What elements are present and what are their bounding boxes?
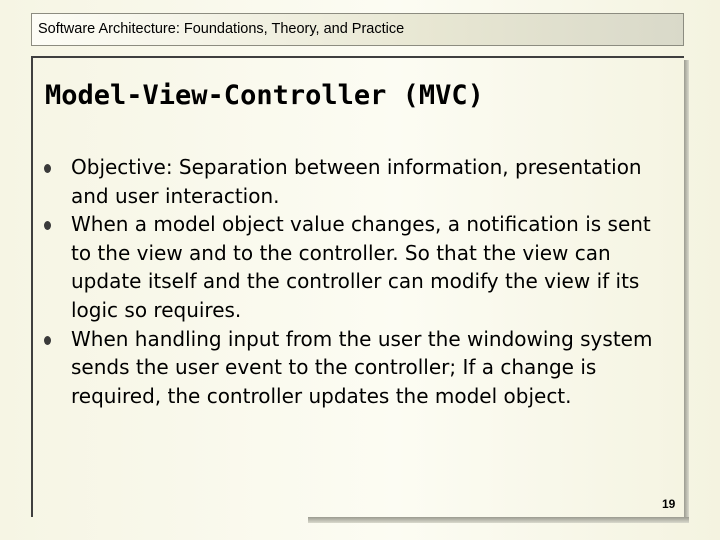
frame-shadow-right: [684, 60, 689, 523]
header-bar: [31, 13, 684, 46]
bullet-text: When handling input from the user the windowing system sends the user event to the controller; If a change is required, the controller updates the model object.: [71, 326, 653, 408]
slide-title: Model-View-Controller (MVC): [45, 80, 484, 111]
bullet-list: [44, 153, 674, 410]
bullet-item-input-handling: [44, 325, 674, 411]
course-title: Software Architecture: Foundations, Theory, and Practice: [38, 21, 405, 37]
page-number: 19: [662, 497, 676, 511]
bullet-dot-icon: [44, 164, 51, 173]
bullet-item-model-change: [44, 210, 674, 324]
bullet-text: When a model object value changes, a notification is sent to the view and to the controller. So that the view can update itself and the controller can modify the view if its logic so requires.: [71, 212, 651, 322]
frame-shadow-bottom: [308, 517, 689, 523]
bullet-dot-icon: [44, 336, 51, 345]
bullet-dot-icon: [44, 221, 51, 230]
bullet-item-objective: [44, 153, 674, 210]
bullet-text: Objective: Separation between information, presentation and user interaction.: [71, 155, 642, 208]
